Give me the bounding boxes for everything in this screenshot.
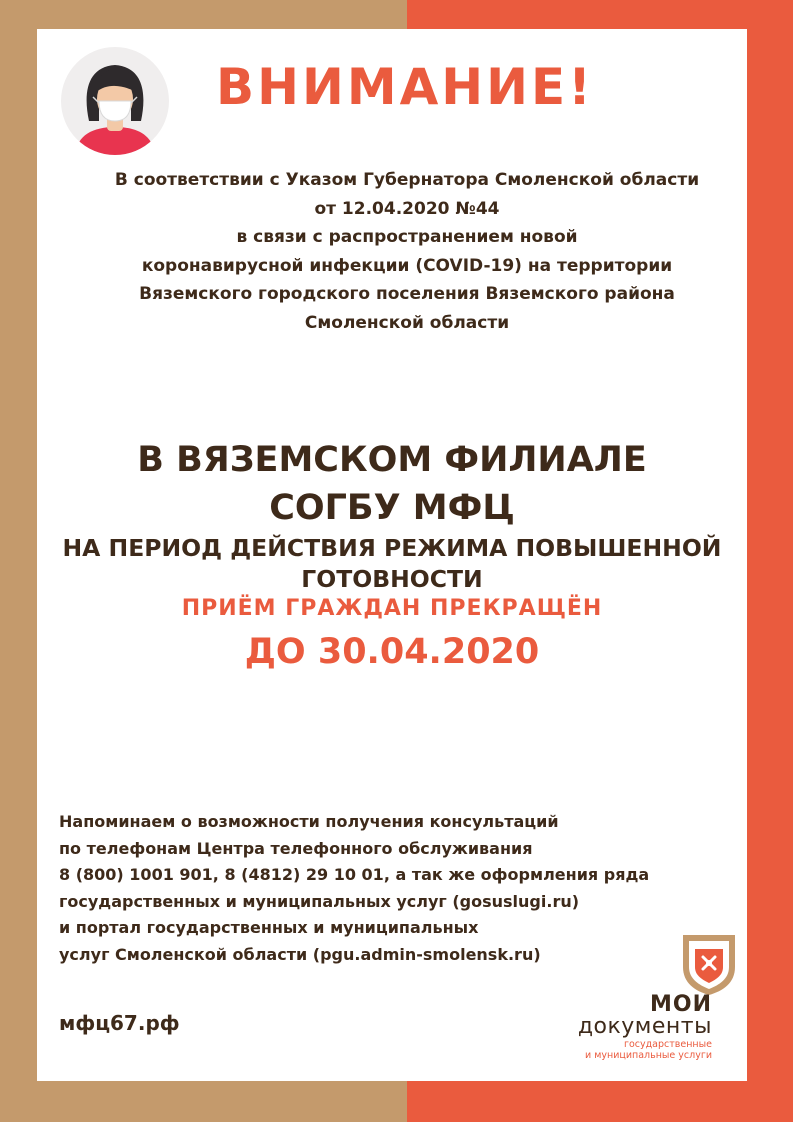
info-line: Напоминаем о возможности получения консультаций: [59, 812, 559, 831]
brand-name-dokumenty: документы: [577, 1014, 712, 1039]
branch-heading: В ВЯЗЕМСКОМ ФИЛИАЛЕ: [137, 440, 647, 480]
brand-tagline: [537, 1039, 712, 1061]
intro-line: коронавирусной инфекции (COVID-19) на территории: [141, 255, 673, 276]
brand-name-moi: МОИ: [649, 992, 712, 1017]
website-link[interactable]: мфц67.рф: [59, 1011, 180, 1035]
info-line: и портал государственных и муниципальных: [59, 918, 479, 937]
intro-text: [77, 166, 737, 337]
intro-line: Вяземского городского поселения Вяземского района: [139, 284, 675, 304]
organization-heading: СОГБУ МФЦ: [269, 488, 515, 528]
info-line: 8 (800) 1001 901, 8 (4812) 29 10 01, а так же оформления ряда: [59, 865, 650, 884]
notice-card: [37, 29, 747, 1081]
intro-line: в связи с распространением новой: [236, 227, 578, 247]
page-title: ВНИМАНИЕ!: [216, 58, 594, 116]
info-line: по телефонам Центра телефонного обслуживания: [59, 838, 533, 858]
consultation-info: [59, 809, 659, 968]
period-heading: НА ПЕРИОД ДЕЙСТВИЯ РЕЖИМА ПОВЫШЕННОЙ: [62, 534, 722, 562]
brand-tagline-line: и муниципальные услуги: [585, 1050, 712, 1061]
period-heading-cont: ГОТОВНОСТИ: [301, 565, 483, 593]
reception-stopped-notice: ПРИЁМ ГРАЖДАН ПРЕКРАЩЁН: [181, 596, 603, 621]
intro-line: В соответствии с Указом Губернатора Смоленской области: [114, 170, 700, 190]
brand-tagline-line: государственные: [623, 1039, 712, 1050]
intro-line: Смоленской области: [304, 312, 510, 333]
woman-in-mask-icon: [61, 47, 169, 155]
end-date: ДО 30.04.2020: [244, 632, 540, 672]
moi-dokumenty-logo-icon: [673, 927, 743, 997]
intro-line: от 12.04.2020 №44: [314, 198, 500, 219]
info-line: государственных и муниципальных услуг (gosuslugi.ru): [59, 891, 580, 911]
info-line: услуг Смоленской области (pgu.admin-smolensk.ru): [59, 944, 541, 964]
